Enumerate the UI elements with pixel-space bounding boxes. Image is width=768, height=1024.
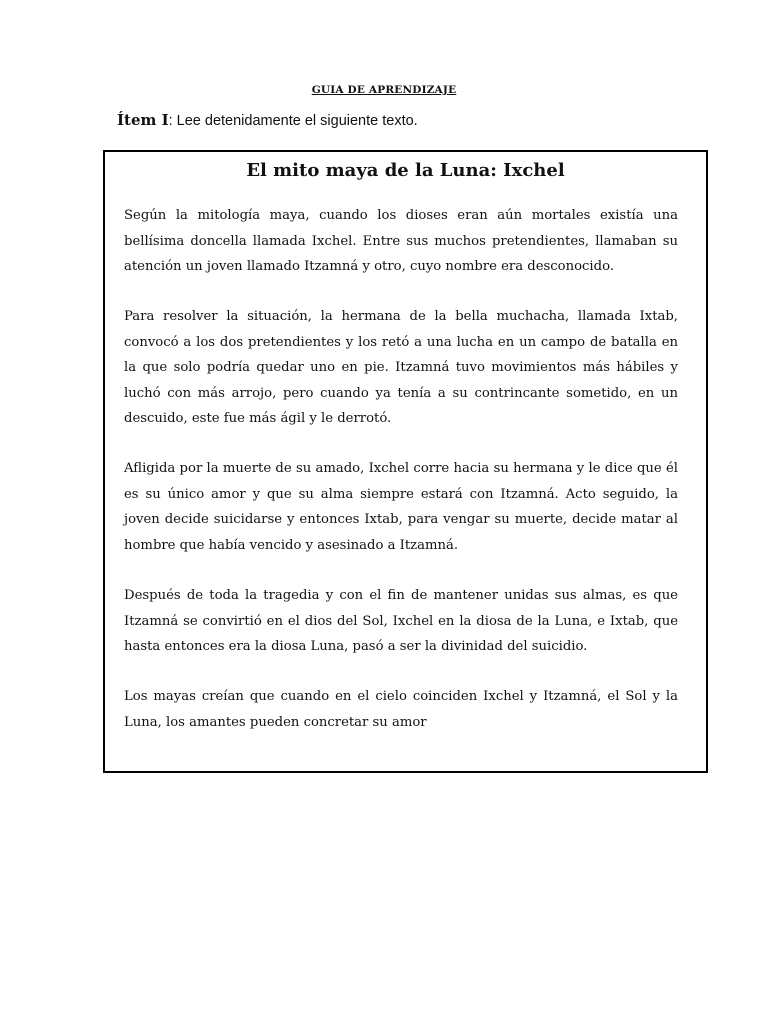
reading-paragraph-5: Los mayas creían que cuando en el cielo coinciden Ixchel y Itzamná, el Sol y la Luna, los amantes pueden concretar su amor xyxy=(124,689,678,730)
reading-paragraph-3: Afligida por la muerte de su amado, Ixchel corre hacia su hermana y le dice que él es su único amor y que su alma siempre estará con Itzamná. Acto seguido, la joven decide suicidarse y entonces Ixtab, para vengar su muerte, decide matar al hombre que había vencido y asesinado a Itzamná. xyxy=(124,461,678,553)
item-label: Ítem I xyxy=(117,111,169,129)
reading-paragraph-2: Para resolver la situación, la hermana de la bella muchacha, llamada Ixtab, convocó a los dos pretendientes y los retó a una lucha en un campo de batalla en la que solo podría quedar uno en pie. Itzamná tuvo movimientos más hábiles y luchó con más arrojo, pero cuando ya tenía a su contrincante sometido, en un descuido, este fue más ágil y le derrotó. xyxy=(124,309,678,426)
item-instruction: : Lee detenidamente el siguiente texto. xyxy=(168,113,418,129)
reading-paragraph-4: Después de toda la tragedia y con el fin de mantener unidas sus almas, es que Itzamná se convirtió en el dios del Sol, Ixchel en la diosa de la Luna, e Ixtab, que hasta entonces era la diosa Luna, pasó a ser la divinidad del suicidio. xyxy=(124,588,678,654)
guide-title: GUIA DE APRENDIZAJE xyxy=(311,84,457,96)
reading-text-box xyxy=(103,150,708,773)
reading-paragraph-1: Según la mitología maya, cuando los dioses eran aún mortales existía una bellísima doncella llamada Ixchel. Entre sus muchos pretendientes, llamaban su atención un joven llamado Itzamná y otro, cuyo nombre era desconocido. xyxy=(124,208,678,274)
item-instruction-line xyxy=(117,111,418,129)
reading-title: El mito maya de la Luna: Ixchel xyxy=(246,160,565,181)
